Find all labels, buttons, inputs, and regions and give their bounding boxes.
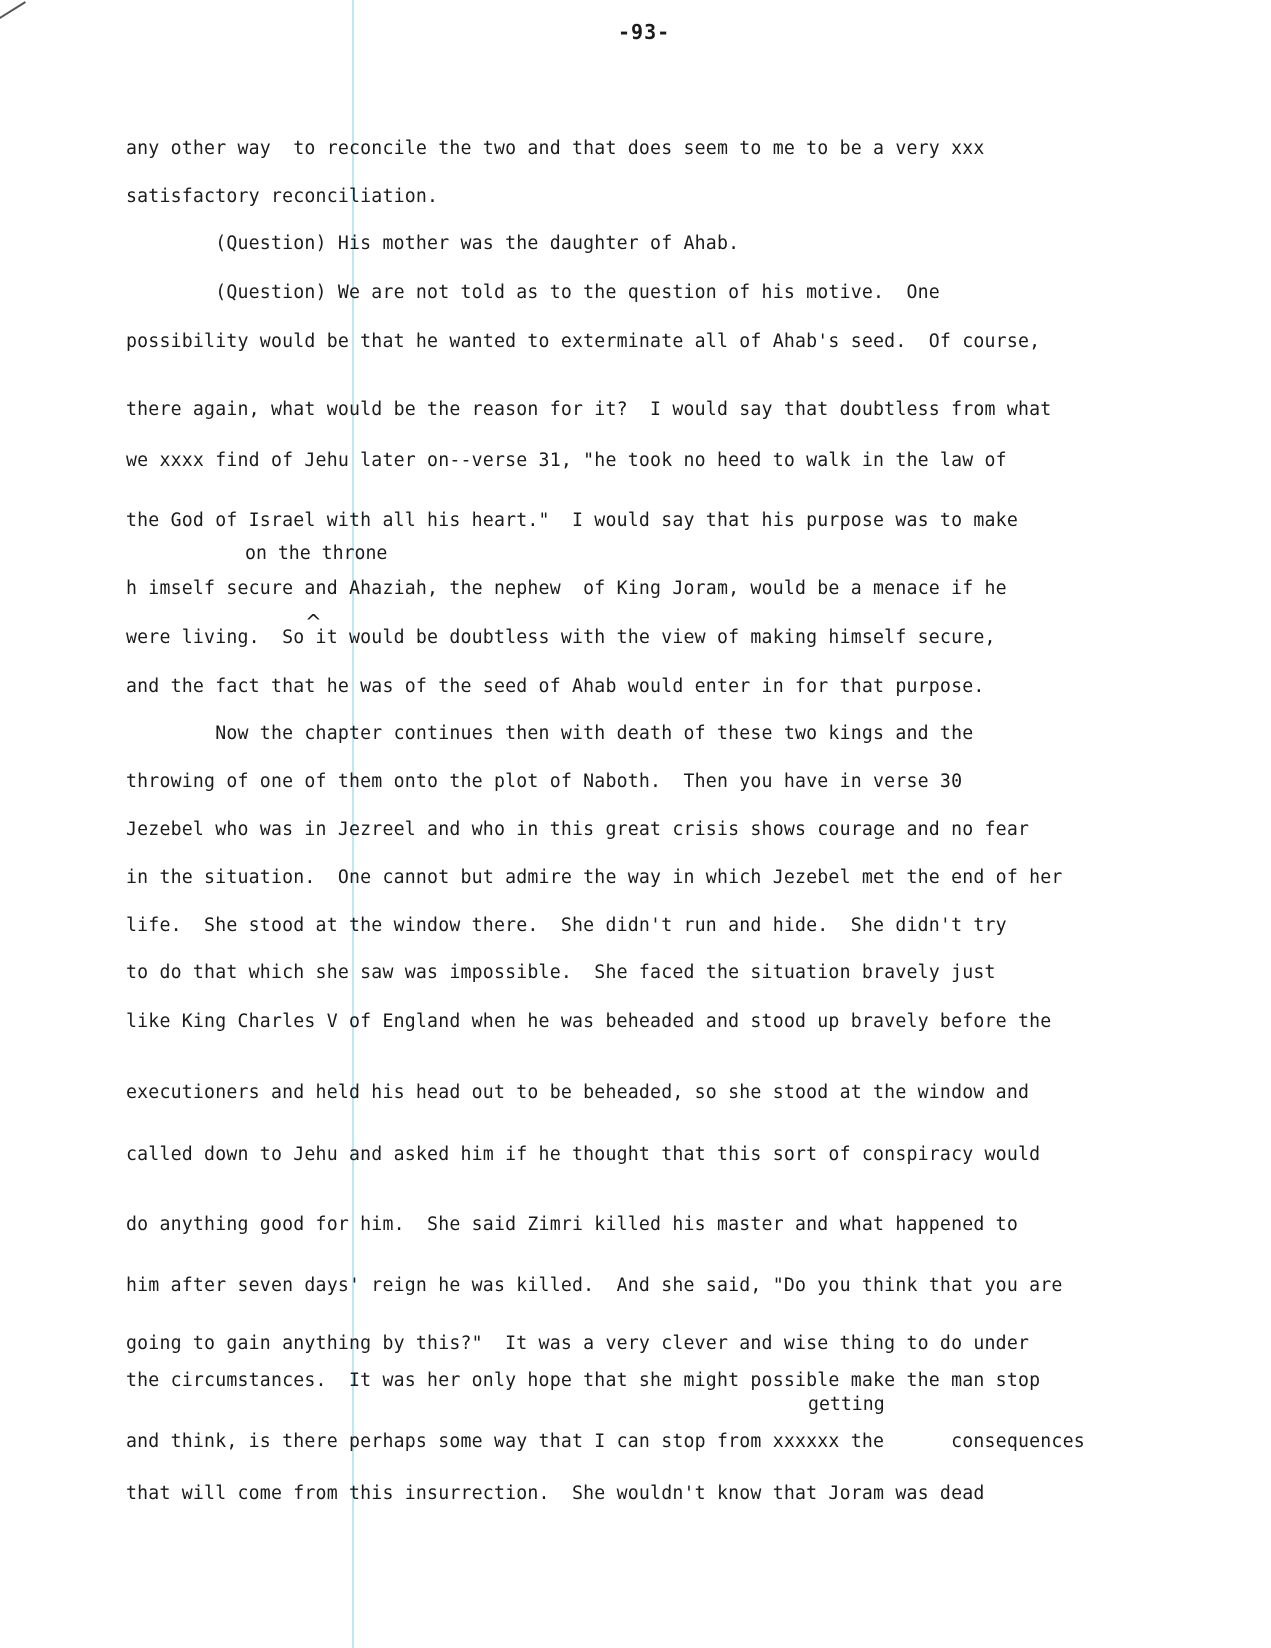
text-line: executioners and held his head out to be beheaded, so she stood at the window and (126, 1082, 1030, 1103)
text-line: do anything good for him. She said Zimri killed his master and what happened to (126, 1214, 1018, 1235)
text-line: satisfactory reconciliation. (126, 186, 439, 207)
text-line: possibility would be that he wanted to exterminate all of Ahab's seed. Of course, (126, 331, 1041, 352)
text-line: throwing of one of them onto the plot of Naboth. Then you have in verse 30 (126, 771, 963, 792)
text-line: there again, what would be the reason for it? I would say that doubtless from what (126, 399, 1052, 420)
text-line: in the situation. One cannot but admire the way in which Jezebel met the end of her (126, 867, 1063, 888)
text-line: and think, is there perhaps some way that I can stop from xxxxxx the consequences (126, 1431, 1085, 1452)
text-line: (Question) His mother was the daughter of Ahab. (126, 233, 740, 254)
insertion-above-line: on the throne (245, 543, 388, 564)
page-number: -93- (618, 20, 671, 44)
text-line: to do that which she saw was impossible. She faced the situation bravely just (126, 962, 996, 983)
text-line: we xxxx find of Jehu later on--verse 31, "he took no heed to walk in the law of (126, 450, 1007, 471)
text-line: (Question) We are not told as to the question of his motive. One (126, 282, 940, 303)
insertion-above-line: getting (808, 1394, 885, 1415)
text-line: Now the chapter continues then with death of these two kings and the (126, 723, 974, 744)
text-line: the circumstances. It was her only hope that she might possible make the man stop (126, 1370, 1041, 1391)
text-line: and the fact that he was of the seed of Ahab would enter in for that purpose. (126, 676, 985, 697)
text-line: any other way to reconcile the two and that does seem to me to be a very xxx (126, 138, 985, 159)
text-line: were living. So it would be doubtless with the view of making himself secure, (126, 627, 996, 648)
text-line: called down to Jehu and asked him if he thought that this sort of conspiracy would (126, 1144, 1041, 1165)
text-line: the God of Israel with all his heart." I would say that his purpose was to make (126, 510, 1018, 531)
text-line: life. She stood at the window there. She didn't run and hide. She didn't try (126, 915, 1007, 936)
text-line: h imself secure and Ahaziah, the nephew of King Joram, would be a menace if he (126, 578, 1007, 599)
insertion-caret: ^ (305, 610, 322, 634)
text-line: Jezebel who was in Jezreel and who in this great crisis shows courage and no fear (126, 819, 1030, 840)
text-line: like King Charles V of England when he was beheaded and stood up bravely before the (126, 1011, 1052, 1032)
text-line: him after seven days' reign he was killed. And she said, "Do you think that you are (126, 1275, 1063, 1296)
text-line: that will come from this insurrection. She wouldn't know that Joram was dead (126, 1483, 985, 1504)
text-line: going to gain anything by this?" It was a very clever and wise thing to do under (126, 1333, 1030, 1354)
corner-mark (0, 1, 26, 21)
